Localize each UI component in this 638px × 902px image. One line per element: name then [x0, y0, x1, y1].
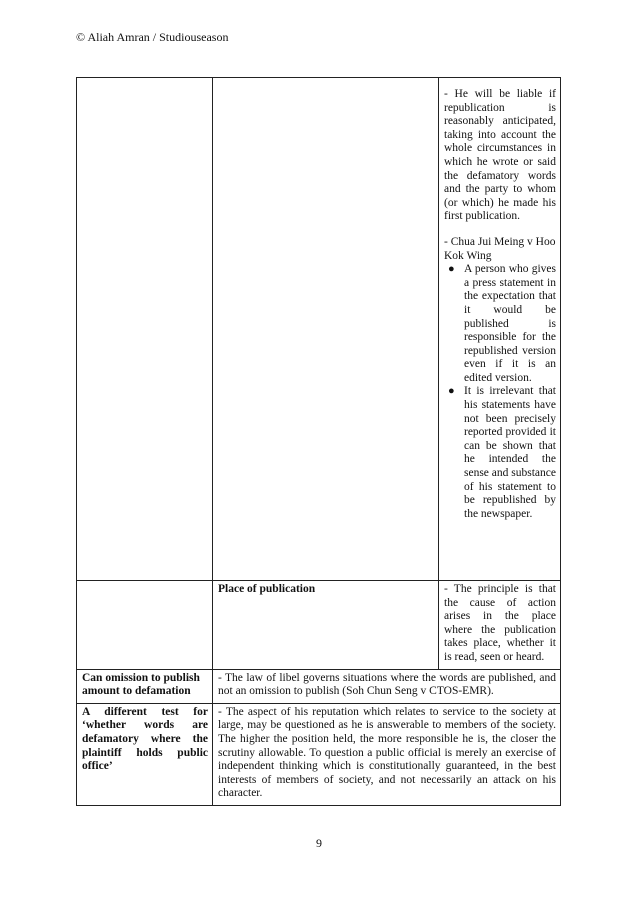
place-of-publication-text: - The principle is that the cause of action arises in the place where the publication takes place, whether it is read, seen or heard. — [439, 581, 561, 670]
row-topic-cell — [77, 581, 213, 670]
table-row — [77, 669, 561, 703]
row-topic-cell — [77, 78, 213, 581]
bullet-icon: ● — [448, 263, 455, 276]
omission-text: - The law of libel governs situations where the words are published, and not an omission to publish (Soh Chun Seng v CTOS-EMR). — [213, 669, 561, 703]
notes-table — [76, 77, 561, 806]
public-office-text: - The aspect of his reputation which relates to service to the society at large, may be questioned as he is answerable to members of the society. The higher the position held, the more responsible he is, the closer the scrutiny allowable. To question a public official is merely an exercise of independent thinking which is constitutionally guaranteed, in the best interests of members of society, and not necessarily an attack on his character. — [213, 703, 561, 805]
omission-heading: Can omission to publish amount to defamation — [77, 669, 213, 703]
bullet-text: A person who gives a press statement in the expectation that it would be published is responsible for the republished version even if it is an edited version. — [464, 263, 556, 384]
page-header-copyright: © Aliah Amran / Studiouseason — [76, 30, 229, 44]
bullet-text: It is irrelevant that his statements have not been precisely reported provided it can be shown that he intended the sense and substance of his statement to be republished by the newspaper. — [464, 385, 556, 520]
place-of-publication-heading: Place of publication — [213, 581, 439, 670]
public-office-heading: A different test for ‘whether words are defamatory where the plaintiff holds public office’ — [77, 703, 213, 805]
bullet-list — [444, 263, 556, 521]
list-item — [444, 263, 556, 385]
table-row — [77, 581, 561, 670]
row-subtopic-cell — [213, 78, 439, 581]
republication-liability-text: - He will be liable if republication is reasonably anticipated, taking into account the whole circumstances in which he wrote or said the defamatory words and the party to whom (or which) he made his first publication. — [444, 88, 556, 223]
case-citation: - Chua Jui Meing v Hoo Kok Wing — [444, 235, 556, 262]
list-item — [444, 385, 556, 521]
table-row — [77, 78, 561, 581]
table-row — [77, 703, 561, 805]
page-number: 9 — [316, 836, 322, 850]
row-detail-cell — [439, 78, 561, 581]
bullet-icon: ● — [448, 385, 455, 398]
